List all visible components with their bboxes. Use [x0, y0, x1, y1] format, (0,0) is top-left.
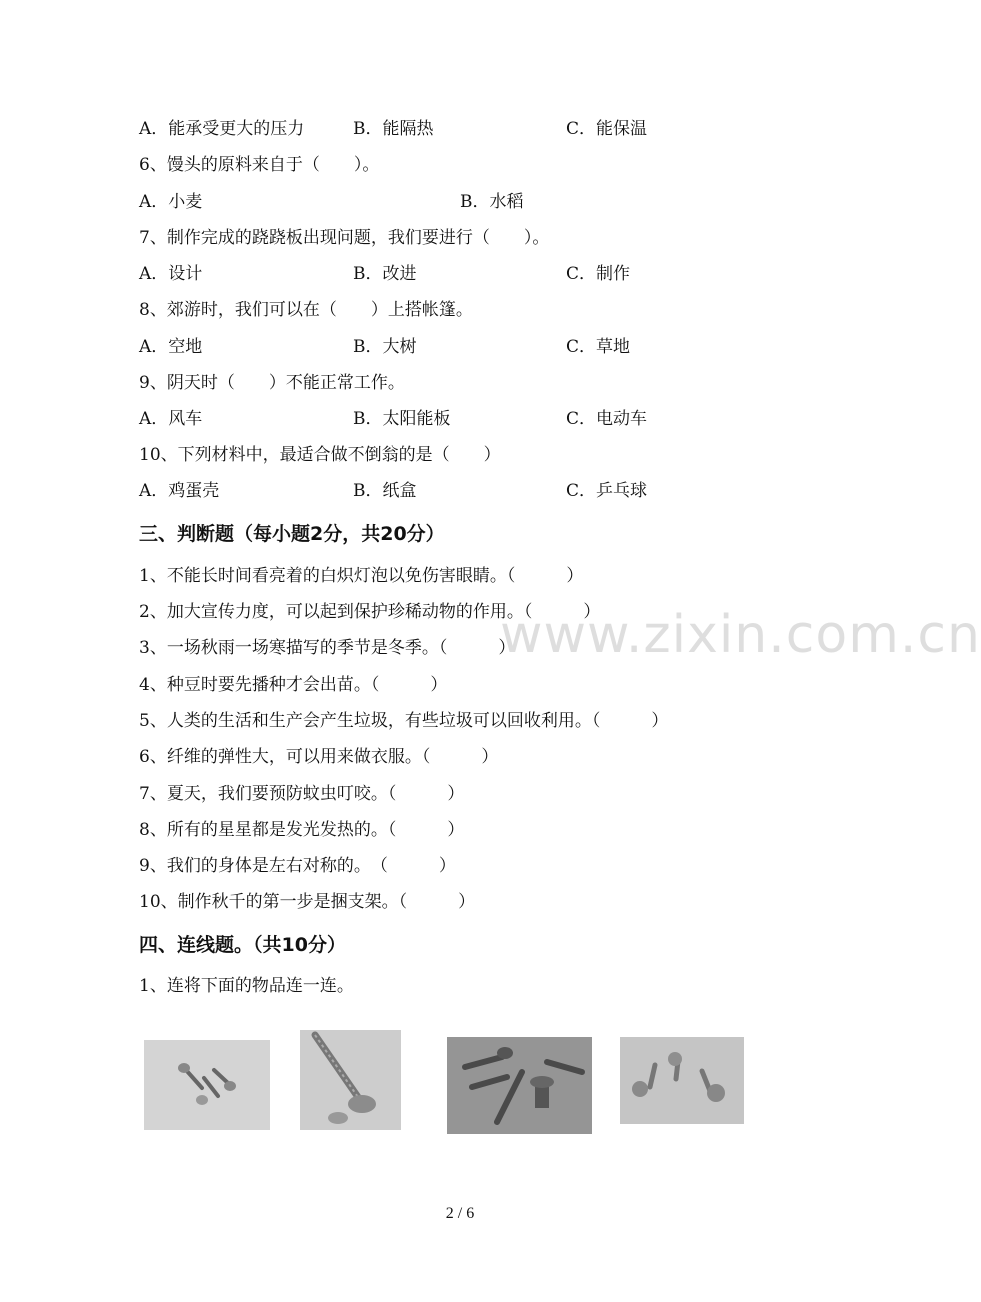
q5-option-b: B．能隔热	[353, 119, 434, 139]
q7-text: 7、制作完成的跷跷板出现问题，我们要进行（ ）。	[139, 228, 550, 248]
screws-photo-4	[620, 1037, 744, 1124]
q8-option-b: B．大树	[353, 337, 417, 357]
section4-title: 四、连线题。（共10分）	[139, 934, 346, 956]
q9-option-a: A．风车	[139, 409, 203, 429]
judgement-item: 8、所有的星星都是发光发热的。（ ）	[139, 820, 465, 840]
q9-text: 9、阴天时（ ）不能正常工作。	[139, 373, 405, 393]
q10-text: 10、下列材料中，最适合做不倒翁的是（ ）	[139, 445, 501, 465]
q6-option-b: B．水稻	[460, 192, 524, 212]
judgement-item: 2、加大宣传力度，可以起到保护珍稀动物的作用。（ ）	[139, 602, 601, 622]
q10-option-c: C．乒乓球	[566, 481, 648, 501]
screws-photo-2	[300, 1030, 401, 1130]
q9-option-c: C．电动车	[566, 409, 648, 429]
matching-question: 1、连将下面的物品连一连。	[139, 976, 354, 996]
watermark: www.zixin.com.cn	[500, 605, 981, 665]
judgement-item: 5、人类的生活和生产会产生垃圾，有些垃圾可以回收利用。（ ）	[139, 711, 669, 731]
judgement-item: 4、种豆时要先播种才会出苗。（ ）	[139, 675, 448, 695]
q8-text: 8、郊游时，我们可以在（ ）上搭帐篷。	[139, 300, 473, 320]
judgement-item: 10、制作秋千的第一步是捆支架。（ ）	[139, 892, 476, 912]
q7-option-c: C．制作	[566, 264, 631, 284]
screws-photo-3	[447, 1037, 592, 1134]
judgement-item: 3、一场秋雨一场寒描写的季节是冬季。（ ）	[139, 638, 516, 658]
q9-option-b: B．太阳能板	[353, 409, 451, 429]
judgement-item: 6、纤维的弹性大，可以用来做衣服。（ ）	[139, 747, 499, 767]
q8-option-a: A．空地	[139, 337, 203, 357]
q7-option-a: A．设计	[139, 264, 203, 284]
q6-text: 6、馒头的原料来自于（ ）。	[139, 155, 380, 175]
judgement-item: 9、我们的身体是左右对称的。 （ ）	[139, 856, 456, 876]
screws-photo-1	[144, 1040, 270, 1130]
section3-title: 三、判断题（每小题2分，共20分）	[139, 523, 445, 545]
q6-option-a: A．小麦	[139, 192, 203, 212]
judgement-item: 7、夏天，我们要预防蚊虫叮咬。（ ）	[139, 784, 465, 804]
page-number: 2 / 6	[445, 1205, 475, 1222]
q7-option-b: B．改进	[353, 264, 417, 284]
q10-option-b: B．纸盒	[353, 481, 417, 501]
q5-option-a: A．能承受更大的压力	[139, 119, 305, 139]
q8-option-c: C．草地	[566, 337, 631, 357]
q5-option-c: C．能保温	[566, 119, 648, 139]
judgement-item: 1、不能长时间看亮着的白炽灯泡以免伤害眼睛。（ ）	[139, 566, 584, 586]
q10-option-a: A．鸡蛋壳	[139, 481, 220, 501]
